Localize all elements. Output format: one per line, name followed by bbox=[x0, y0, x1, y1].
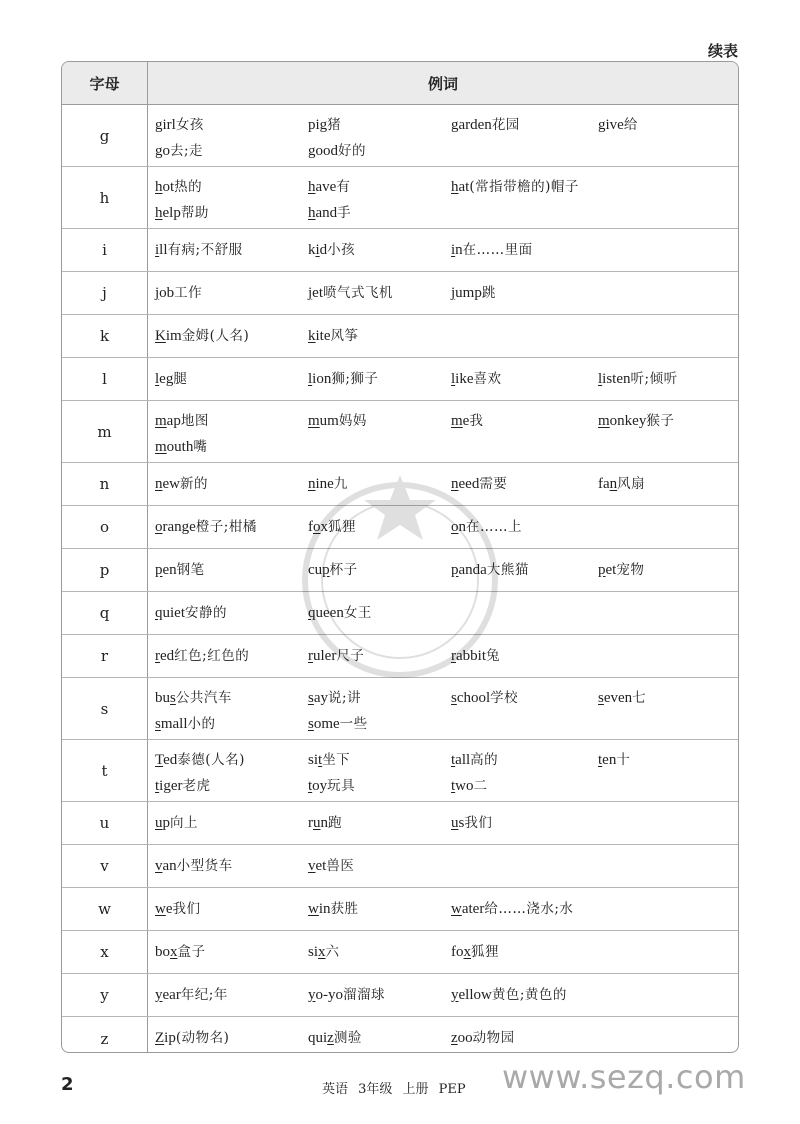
example-word: hand手 bbox=[308, 205, 352, 221]
table-row-w bbox=[62, 888, 738, 931]
example-word: nine九 bbox=[308, 476, 348, 492]
example-word: bus公共汽车 bbox=[155, 690, 232, 706]
row-letter: k bbox=[62, 315, 148, 357]
example-words bbox=[148, 229, 738, 271]
example-words bbox=[148, 549, 738, 591]
example-word: fox狐狸 bbox=[451, 944, 499, 960]
example-word: help帮助 bbox=[155, 205, 209, 221]
example-word: year年纪;年 bbox=[155, 987, 228, 1003]
example-word: ruler尺子 bbox=[308, 648, 365, 664]
example-word: pen钢笔 bbox=[155, 562, 205, 578]
example-word: girl女孩 bbox=[155, 117, 204, 133]
table-row-k bbox=[62, 315, 738, 358]
table-header bbox=[62, 62, 738, 105]
example-word: job工作 bbox=[155, 285, 203, 301]
example-word: some一些 bbox=[308, 716, 368, 732]
website-watermark: www.sezq.com bbox=[502, 1058, 746, 1096]
table-row-q bbox=[62, 592, 738, 635]
example-word: up向上 bbox=[155, 815, 198, 831]
example-word: jump跳 bbox=[451, 285, 496, 301]
example-word: say说;讲 bbox=[308, 690, 362, 706]
example-word: school学校 bbox=[451, 690, 519, 706]
row-letter: m bbox=[62, 401, 148, 462]
row-letter: i bbox=[62, 229, 148, 271]
row-letter: q bbox=[62, 592, 148, 634]
example-word: mouth嘴 bbox=[155, 439, 208, 455]
example-words bbox=[148, 105, 738, 166]
table-row-j bbox=[62, 272, 738, 315]
letter-examples-table bbox=[61, 61, 739, 1053]
example-word: kite风筝 bbox=[308, 328, 359, 344]
example-word: Ted泰德(人名) bbox=[155, 752, 245, 768]
example-words bbox=[148, 315, 738, 357]
example-words bbox=[148, 167, 738, 228]
example-word: like喜欢 bbox=[451, 371, 502, 387]
table-row-h bbox=[62, 167, 738, 229]
table-row-s bbox=[62, 678, 738, 740]
table-row-l bbox=[62, 358, 738, 401]
example-words bbox=[148, 358, 738, 400]
example-word: good好的 bbox=[308, 143, 366, 159]
row-letter: h bbox=[62, 167, 148, 228]
row-letter: n bbox=[62, 463, 148, 505]
header-examples: 例词 bbox=[427, 74, 458, 93]
row-letter: o bbox=[62, 506, 148, 548]
table-row-z bbox=[62, 1017, 738, 1053]
table-row-x bbox=[62, 931, 738, 974]
example-word: hat(常指带檐的)帽子 bbox=[451, 179, 579, 195]
example-word: two二 bbox=[451, 778, 488, 794]
row-letter: l bbox=[62, 358, 148, 400]
table-row-n bbox=[62, 463, 738, 506]
example-word: win获胜 bbox=[308, 901, 359, 917]
example-word: small小的 bbox=[155, 716, 216, 732]
example-word: us我们 bbox=[451, 815, 493, 831]
example-words bbox=[148, 888, 738, 930]
row-letter: v bbox=[62, 845, 148, 887]
example-words bbox=[148, 272, 738, 314]
example-word: yellow黄色;黄色的 bbox=[451, 987, 567, 1003]
example-word: vet兽医 bbox=[308, 858, 355, 874]
example-words bbox=[148, 401, 738, 462]
row-letter: u bbox=[62, 802, 148, 844]
example-word: rabbit兔 bbox=[451, 648, 500, 664]
example-word: fan风扇 bbox=[598, 476, 646, 492]
example-word: kid小孩 bbox=[308, 242, 356, 258]
example-word: pet宠物 bbox=[598, 562, 645, 578]
table-row-r bbox=[62, 635, 738, 678]
example-word: go去;走 bbox=[155, 143, 204, 159]
row-letter: y bbox=[62, 974, 148, 1016]
example-word: give给 bbox=[598, 117, 638, 133]
example-word: orange橙子;柑橘 bbox=[155, 519, 257, 535]
example-word: ill有病;不舒服 bbox=[155, 242, 243, 258]
example-word: toy玩具 bbox=[308, 778, 356, 794]
example-words bbox=[148, 678, 738, 739]
example-word: garden花园 bbox=[451, 117, 520, 133]
example-word: queen女王 bbox=[308, 605, 372, 621]
example-word: we我们 bbox=[155, 901, 201, 917]
example-word: yo-yo溜溜球 bbox=[308, 987, 385, 1003]
example-word: new新的 bbox=[155, 476, 208, 492]
example-words bbox=[148, 592, 738, 634]
row-letter: j bbox=[62, 272, 148, 314]
example-word: Kim金姆(人名) bbox=[155, 328, 250, 344]
example-word: have有 bbox=[308, 179, 351, 195]
example-words bbox=[148, 974, 738, 1016]
example-words bbox=[148, 1017, 738, 1053]
example-word: map地图 bbox=[155, 413, 209, 429]
row-letter: s bbox=[62, 678, 148, 739]
example-word: tiger老虎 bbox=[155, 778, 211, 794]
example-word: monkey猴子 bbox=[598, 413, 675, 429]
example-word: six六 bbox=[308, 944, 340, 960]
example-word: on在……上 bbox=[451, 519, 522, 535]
table-row-p bbox=[62, 549, 738, 592]
table-row-y bbox=[62, 974, 738, 1017]
example-word: in在……里面 bbox=[451, 242, 533, 258]
example-words bbox=[148, 802, 738, 844]
example-words bbox=[148, 845, 738, 887]
example-word: quiz测验 bbox=[308, 1030, 362, 1046]
table-row-i bbox=[62, 229, 738, 272]
example-word: zoo动物园 bbox=[451, 1030, 515, 1046]
table-row-g bbox=[62, 105, 738, 167]
example-word: Zip(动物名) bbox=[155, 1030, 230, 1046]
example-word: water给……浇水;水 bbox=[451, 901, 574, 917]
example-word: run跑 bbox=[308, 815, 342, 831]
example-word: panda大熊猫 bbox=[451, 562, 529, 578]
table-body bbox=[62, 105, 738, 1053]
row-letter: t bbox=[62, 740, 148, 801]
example-words bbox=[148, 931, 738, 973]
example-word: van小型货车 bbox=[155, 858, 233, 874]
continued-label: 续表 bbox=[707, 42, 738, 60]
example-word: cup杯子 bbox=[308, 562, 358, 578]
example-word: ten十 bbox=[598, 752, 631, 768]
example-words bbox=[148, 463, 738, 505]
example-word: pig猪 bbox=[308, 117, 342, 133]
example-word: tall高的 bbox=[451, 752, 499, 768]
example-word: jet喷气式飞机 bbox=[308, 285, 393, 301]
row-letter: x bbox=[62, 931, 148, 973]
example-words bbox=[148, 740, 738, 801]
example-word: mum妈妈 bbox=[308, 413, 367, 429]
example-words bbox=[148, 635, 738, 677]
row-letter: p bbox=[62, 549, 148, 591]
table-row-v bbox=[62, 845, 738, 888]
table-row-u bbox=[62, 802, 738, 845]
example-word: hot热的 bbox=[155, 179, 203, 195]
example-word: fox狐狸 bbox=[308, 519, 356, 535]
example-word: box盒子 bbox=[155, 944, 206, 960]
table-row-o bbox=[62, 506, 738, 549]
header-letter: 字母 bbox=[62, 62, 148, 104]
example-word: red红色;红色的 bbox=[155, 648, 250, 664]
example-word: lion狮;狮子 bbox=[308, 371, 379, 387]
table-row-t bbox=[62, 740, 738, 802]
example-word: quiet安静的 bbox=[155, 605, 227, 621]
example-word: need需要 bbox=[451, 476, 508, 492]
example-word: me我 bbox=[451, 413, 484, 429]
example-word: leg腿 bbox=[155, 371, 188, 387]
page-number: 2 bbox=[61, 1074, 74, 1095]
row-letter: z bbox=[62, 1017, 148, 1053]
table-row-m bbox=[62, 401, 738, 463]
example-word: seven七 bbox=[598, 690, 647, 706]
row-letter: g bbox=[62, 105, 148, 166]
row-letter: r bbox=[62, 635, 148, 677]
example-word: listen听;倾听 bbox=[598, 371, 678, 387]
example-word: sit坐下 bbox=[308, 752, 351, 768]
example-words bbox=[148, 506, 738, 548]
row-letter: w bbox=[62, 888, 148, 930]
footer-book-info: 英语 3年级 上册 PEP bbox=[322, 1082, 466, 1097]
